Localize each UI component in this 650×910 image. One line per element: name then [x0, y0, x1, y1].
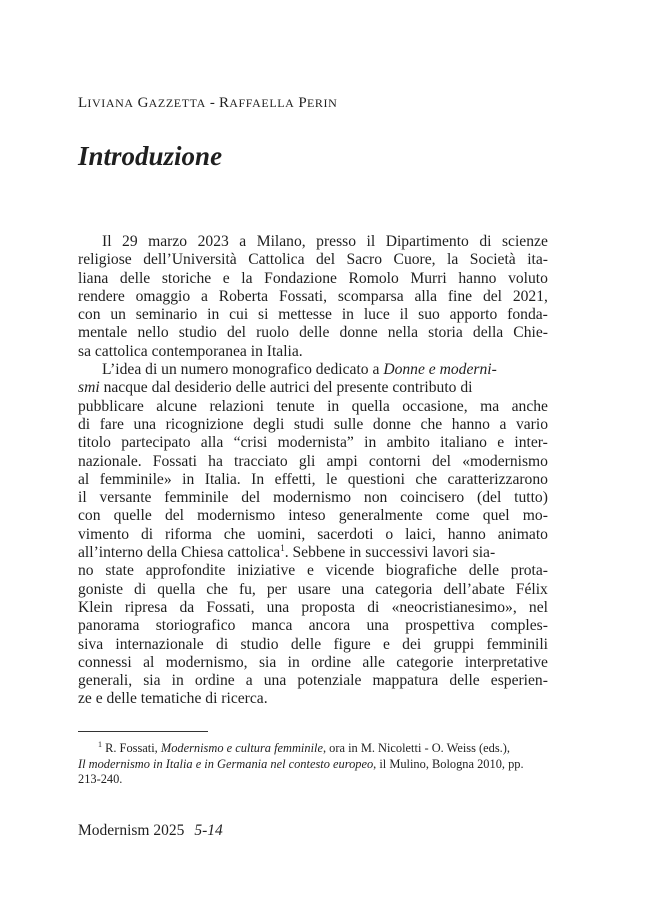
word: da: [179, 598, 195, 616]
journal-name: Modernism 2025: [78, 822, 185, 839]
author1-name-rest: IVIANA: [87, 96, 134, 110]
word: titolo: [78, 434, 111, 452]
word: di: [141, 525, 154, 543]
word: In: [251, 470, 265, 488]
word: 2023: [197, 233, 229, 250]
word: gruppi: [433, 635, 475, 653]
word: in: [207, 306, 220, 324]
word: in: [287, 653, 300, 671]
word: modernismo: [273, 489, 352, 507]
word: Sacro: [346, 251, 383, 269]
word: a: [499, 415, 507, 433]
word: storia: [428, 324, 463, 342]
word: categorie: [396, 653, 454, 671]
text-line: [78, 233, 548, 251]
text-line: [78, 434, 548, 452]
word: in: [182, 470, 195, 488]
word: pubblicare: [78, 397, 144, 415]
text-line: [78, 324, 548, 342]
word: ita-: [527, 251, 548, 269]
word: goniste: [78, 580, 124, 598]
word: anche: [511, 397, 548, 415]
word: Fossati,: [206, 598, 255, 616]
word: contorni: [368, 452, 421, 470]
word: una: [341, 580, 365, 598]
word: delle: [299, 324, 330, 342]
word: approfondite: [145, 562, 226, 580]
word: ordine: [194, 672, 235, 690]
word: nel: [528, 598, 548, 616]
text-line: [78, 507, 548, 525]
word: nazionale.: [78, 452, 142, 470]
word: (del: [477, 489, 502, 507]
word: del: [316, 251, 336, 269]
word: hanno: [458, 269, 497, 287]
word: state: [105, 562, 134, 580]
word: donne: [372, 415, 411, 433]
word: in: [341, 306, 354, 324]
word: mo-: [522, 507, 548, 525]
author-line: [78, 95, 337, 112]
word: Milano,: [256, 233, 306, 250]
footnote-line: [78, 757, 548, 773]
word: e: [497, 434, 505, 452]
word: Roberta: [218, 287, 269, 305]
word: alle: [362, 653, 385, 671]
text-line: [78, 416, 548, 434]
word: Fondazione: [264, 269, 337, 287]
footnote-italic-title: Il modernismo in Italia e in Germania nel contesto europeo: [78, 756, 374, 771]
word: Félix: [515, 580, 548, 598]
word: una: [133, 415, 157, 433]
footnote-line: [78, 741, 548, 757]
word: suo: [418, 306, 440, 324]
word: sacerdoti: [317, 525, 374, 543]
text-line: [78, 306, 548, 324]
word: il: [78, 489, 87, 507]
word: studio: [178, 324, 217, 342]
word: ruolo: [256, 324, 290, 342]
word: laici,: [405, 525, 436, 543]
word: ampi: [326, 452, 358, 470]
text-line: [78, 581, 548, 599]
text-line: ze e delle tematiche di ricerca.: [78, 690, 268, 708]
word: che: [415, 470, 438, 488]
word: e: [306, 562, 314, 580]
word: figure: [333, 635, 371, 653]
word: la: [447, 251, 459, 269]
word: al: [78, 470, 90, 488]
word: esperien-: [490, 672, 548, 690]
word: a: [200, 287, 208, 305]
word: presso: [316, 233, 357, 250]
word: manca: [251, 617, 293, 635]
word: comples-: [490, 617, 548, 635]
word: del: [482, 287, 502, 305]
author2-initial: R: [218, 95, 230, 111]
word: sia: [258, 653, 277, 671]
word: storiche: [161, 269, 212, 287]
word: inteso: [288, 507, 326, 525]
word: in: [171, 672, 184, 690]
word: vario: [515, 415, 548, 433]
word: fine: [447, 287, 473, 305]
word: modernismo: [197, 507, 276, 525]
word: vimento: [78, 525, 130, 543]
word: 2021,: [512, 287, 548, 305]
word: in: [364, 434, 377, 452]
word: Dipartimento: [385, 233, 469, 250]
text-segment: . Sebbene in successivi lavori sia-: [284, 544, 496, 562]
word: studi: [293, 415, 325, 433]
word: nello: [137, 324, 169, 342]
word: non: [363, 489, 388, 507]
word: a: [245, 672, 253, 690]
word: interpretative: [464, 653, 548, 671]
word: coincisero: [400, 489, 465, 507]
word: scienze: [501, 233, 548, 250]
text-line: [78, 288, 548, 306]
word: quella: [157, 580, 196, 598]
word: luce: [363, 306, 390, 324]
word: del: [226, 324, 247, 342]
word: mentale: [78, 324, 128, 342]
word: potenziale: [297, 672, 362, 690]
word: “crisi: [233, 434, 268, 452]
word: liana: [78, 269, 109, 287]
word: marzo: [148, 233, 188, 250]
word: dell’abate: [443, 580, 505, 598]
word: connessi: [78, 653, 132, 671]
word: Italia.: [204, 470, 241, 488]
word: al: [143, 653, 155, 671]
word: di: [134, 580, 147, 598]
text-line: [78, 654, 548, 672]
word: «modernismo: [462, 452, 548, 470]
author1-surname-initial: G: [137, 95, 149, 111]
word: hanno: [447, 525, 486, 543]
word: uomini,: [257, 525, 306, 543]
text-line: [78, 251, 548, 269]
word: alcune: [156, 397, 197, 415]
word: modernismo,: [165, 653, 248, 671]
author2-name-rest: AFFAELLA: [229, 96, 295, 110]
text-line: sa cattolica contemporanea in Italia.: [78, 342, 303, 360]
text-line: [78, 636, 548, 654]
footnote-reference: 1: [280, 542, 285, 553]
word: rendere: [78, 287, 125, 305]
word: con: [78, 306, 101, 324]
word: scomparsa: [337, 287, 404, 305]
word: proposta: [301, 598, 356, 616]
word: categoria: [375, 580, 433, 598]
word: che: [223, 525, 246, 543]
word: biografiche: [385, 562, 457, 580]
text-line: [78, 562, 548, 580]
word: le: [325, 470, 338, 488]
text-line: [78, 489, 548, 507]
word: delle: [468, 562, 499, 580]
word: nella: [387, 324, 419, 342]
word: generali,: [78, 672, 133, 690]
word: femminili: [486, 635, 548, 653]
footnote-italic-title: Modernismo e cultura femminile: [160, 741, 323, 755]
word: tracciato: [234, 452, 288, 470]
word: e: [382, 635, 390, 653]
word: di: [479, 233, 492, 250]
word: Società: [469, 251, 516, 269]
word: femminile: [164, 489, 229, 507]
word: religiose: [78, 251, 132, 269]
word: ancora: [308, 617, 351, 635]
word: riforma: [165, 525, 212, 543]
word: alla: [414, 287, 438, 305]
word: generalmente: [338, 507, 423, 525]
word: ambito: [386, 434, 430, 452]
word: dell’Università: [143, 251, 237, 269]
word: delle: [119, 269, 151, 287]
word: versante: [99, 489, 152, 507]
word: Chie-: [513, 324, 548, 342]
author1-surname-rest: AZZETTA: [148, 96, 206, 110]
word: ma: [480, 397, 500, 415]
word: la: [241, 269, 253, 287]
word: questioni: [347, 470, 405, 488]
word: caratterizzarono: [447, 470, 548, 488]
word: Romolo: [348, 269, 399, 287]
word: una: [366, 617, 389, 635]
word: ordine: [311, 653, 352, 671]
footnote-text: , il Mulino, Bologna 2010, pp.: [373, 756, 524, 771]
word: alla: [200, 434, 224, 452]
page-title: Introduzione: [78, 141, 223, 171]
body-text: [78, 233, 548, 709]
author2-surname-initial: P: [298, 95, 307, 111]
word: fu,: [238, 580, 256, 598]
text-line: [78, 526, 548, 544]
word: che: [420, 415, 443, 433]
word: di: [216, 635, 229, 653]
word: seminario: [135, 306, 198, 324]
word: delle: [449, 672, 480, 690]
word: omaggio: [135, 287, 191, 305]
word: degli: [253, 415, 285, 433]
word: ricognizione: [165, 415, 244, 433]
word: o: [385, 525, 394, 543]
word: del: [431, 452, 452, 470]
word: in: [327, 397, 340, 415]
word: si: [258, 306, 269, 324]
word: del: [241, 489, 261, 507]
word: della: [472, 324, 504, 342]
word: con: [78, 507, 101, 525]
word: ha: [208, 452, 223, 470]
footnote-divider: [78, 731, 208, 732]
author-separator: -: [205, 95, 219, 111]
author2-surname-rest: ERIN: [306, 96, 338, 110]
word: prota-: [510, 562, 548, 580]
word: partecipato: [121, 434, 191, 452]
word: italiano: [440, 434, 487, 452]
text-line: [78, 379, 548, 397]
word: voluto: [508, 269, 548, 287]
word: tutto): [514, 489, 548, 507]
word: panorama: [78, 617, 140, 635]
word: quel: [482, 507, 510, 525]
word: usare: [297, 580, 331, 598]
word: delle: [290, 635, 322, 653]
word: una: [266, 598, 290, 616]
italic-title-segment: Donne e moderni-: [383, 361, 497, 379]
word: sia: [143, 672, 161, 690]
word: fonda-: [507, 306, 548, 324]
word: internazionale: [115, 635, 204, 653]
word: Il: [102, 233, 112, 250]
word: dei: [402, 635, 422, 653]
word: di: [367, 598, 380, 616]
word: Cattolica: [248, 251, 305, 269]
word: vicende: [325, 562, 375, 580]
word: una: [263, 672, 287, 690]
word: «neocristianesimo»,: [391, 598, 517, 616]
word: studio: [240, 635, 279, 653]
word: modernista”: [277, 434, 354, 452]
text-line: [78, 398, 548, 416]
word: femminile»: [99, 470, 172, 488]
word: del: [164, 507, 184, 525]
page-footer: [78, 822, 223, 840]
word: mettesse: [278, 306, 332, 324]
word: che: [206, 580, 228, 598]
word: prospettiva: [405, 617, 475, 635]
text-segment: nacque dal desiderio delle autrici del presente contributo di: [99, 379, 473, 397]
word: un: [110, 306, 126, 324]
text-segment: all’interno della Chiesa cattolica: [78, 544, 281, 562]
word: Klein: [78, 598, 113, 616]
word: e: [222, 269, 230, 287]
word: come: [435, 507, 470, 525]
footnote-number: 1: [98, 739, 102, 749]
word: per: [266, 580, 287, 598]
word: sulle: [333, 415, 364, 433]
word: a: [239, 233, 247, 250]
text-line: [78, 361, 548, 379]
word: tenute: [276, 397, 315, 415]
text-line: [78, 544, 548, 562]
word: cui: [229, 306, 249, 324]
word: il: [366, 233, 376, 250]
word: siva: [78, 635, 104, 653]
text-line: [78, 617, 548, 635]
footnote-text: R. Fossati,: [102, 741, 161, 755]
text-line: [78, 599, 548, 617]
text-line: [78, 471, 548, 489]
text-line: [78, 270, 548, 288]
word: iniziative: [237, 562, 296, 580]
word: hanno: [451, 415, 490, 433]
word: 29: [122, 233, 138, 250]
word: storiografico: [155, 617, 236, 635]
text-line: [78, 672, 548, 690]
word: inter-: [514, 434, 548, 452]
word: Cuore,: [393, 251, 436, 269]
word: di: [78, 415, 91, 433]
word: Murri: [410, 269, 447, 287]
word: mappatura: [372, 672, 439, 690]
word: Fossati,: [278, 287, 328, 305]
word: quella: [351, 397, 390, 415]
word: donne: [339, 324, 378, 342]
word: no: [78, 562, 94, 580]
word: Fossati: [152, 452, 197, 470]
italic-title-segment: smi: [78, 379, 100, 397]
word: gli: [298, 452, 316, 470]
author1-initial: L: [78, 95, 88, 111]
footnote-text: , ora in M. Nicoletti - O. Weiss (eds.),: [322, 741, 510, 755]
footnote: [78, 741, 548, 788]
text-line: [78, 453, 548, 471]
word: il: [399, 306, 409, 324]
footnote-line: 213-240.: [78, 772, 123, 786]
word: quelle: [113, 507, 152, 525]
word: relazioni: [209, 397, 265, 415]
word: animato: [497, 525, 548, 543]
page-range: 5-14: [194, 822, 223, 839]
word: ripresa: [124, 598, 168, 616]
word: occasione,: [402, 397, 468, 415]
word: apporto: [449, 306, 498, 324]
word: fare: [99, 415, 124, 433]
word: effetti,: [274, 470, 316, 488]
text-segment: L’idea di un numero monografico dedicato a: [102, 361, 384, 379]
